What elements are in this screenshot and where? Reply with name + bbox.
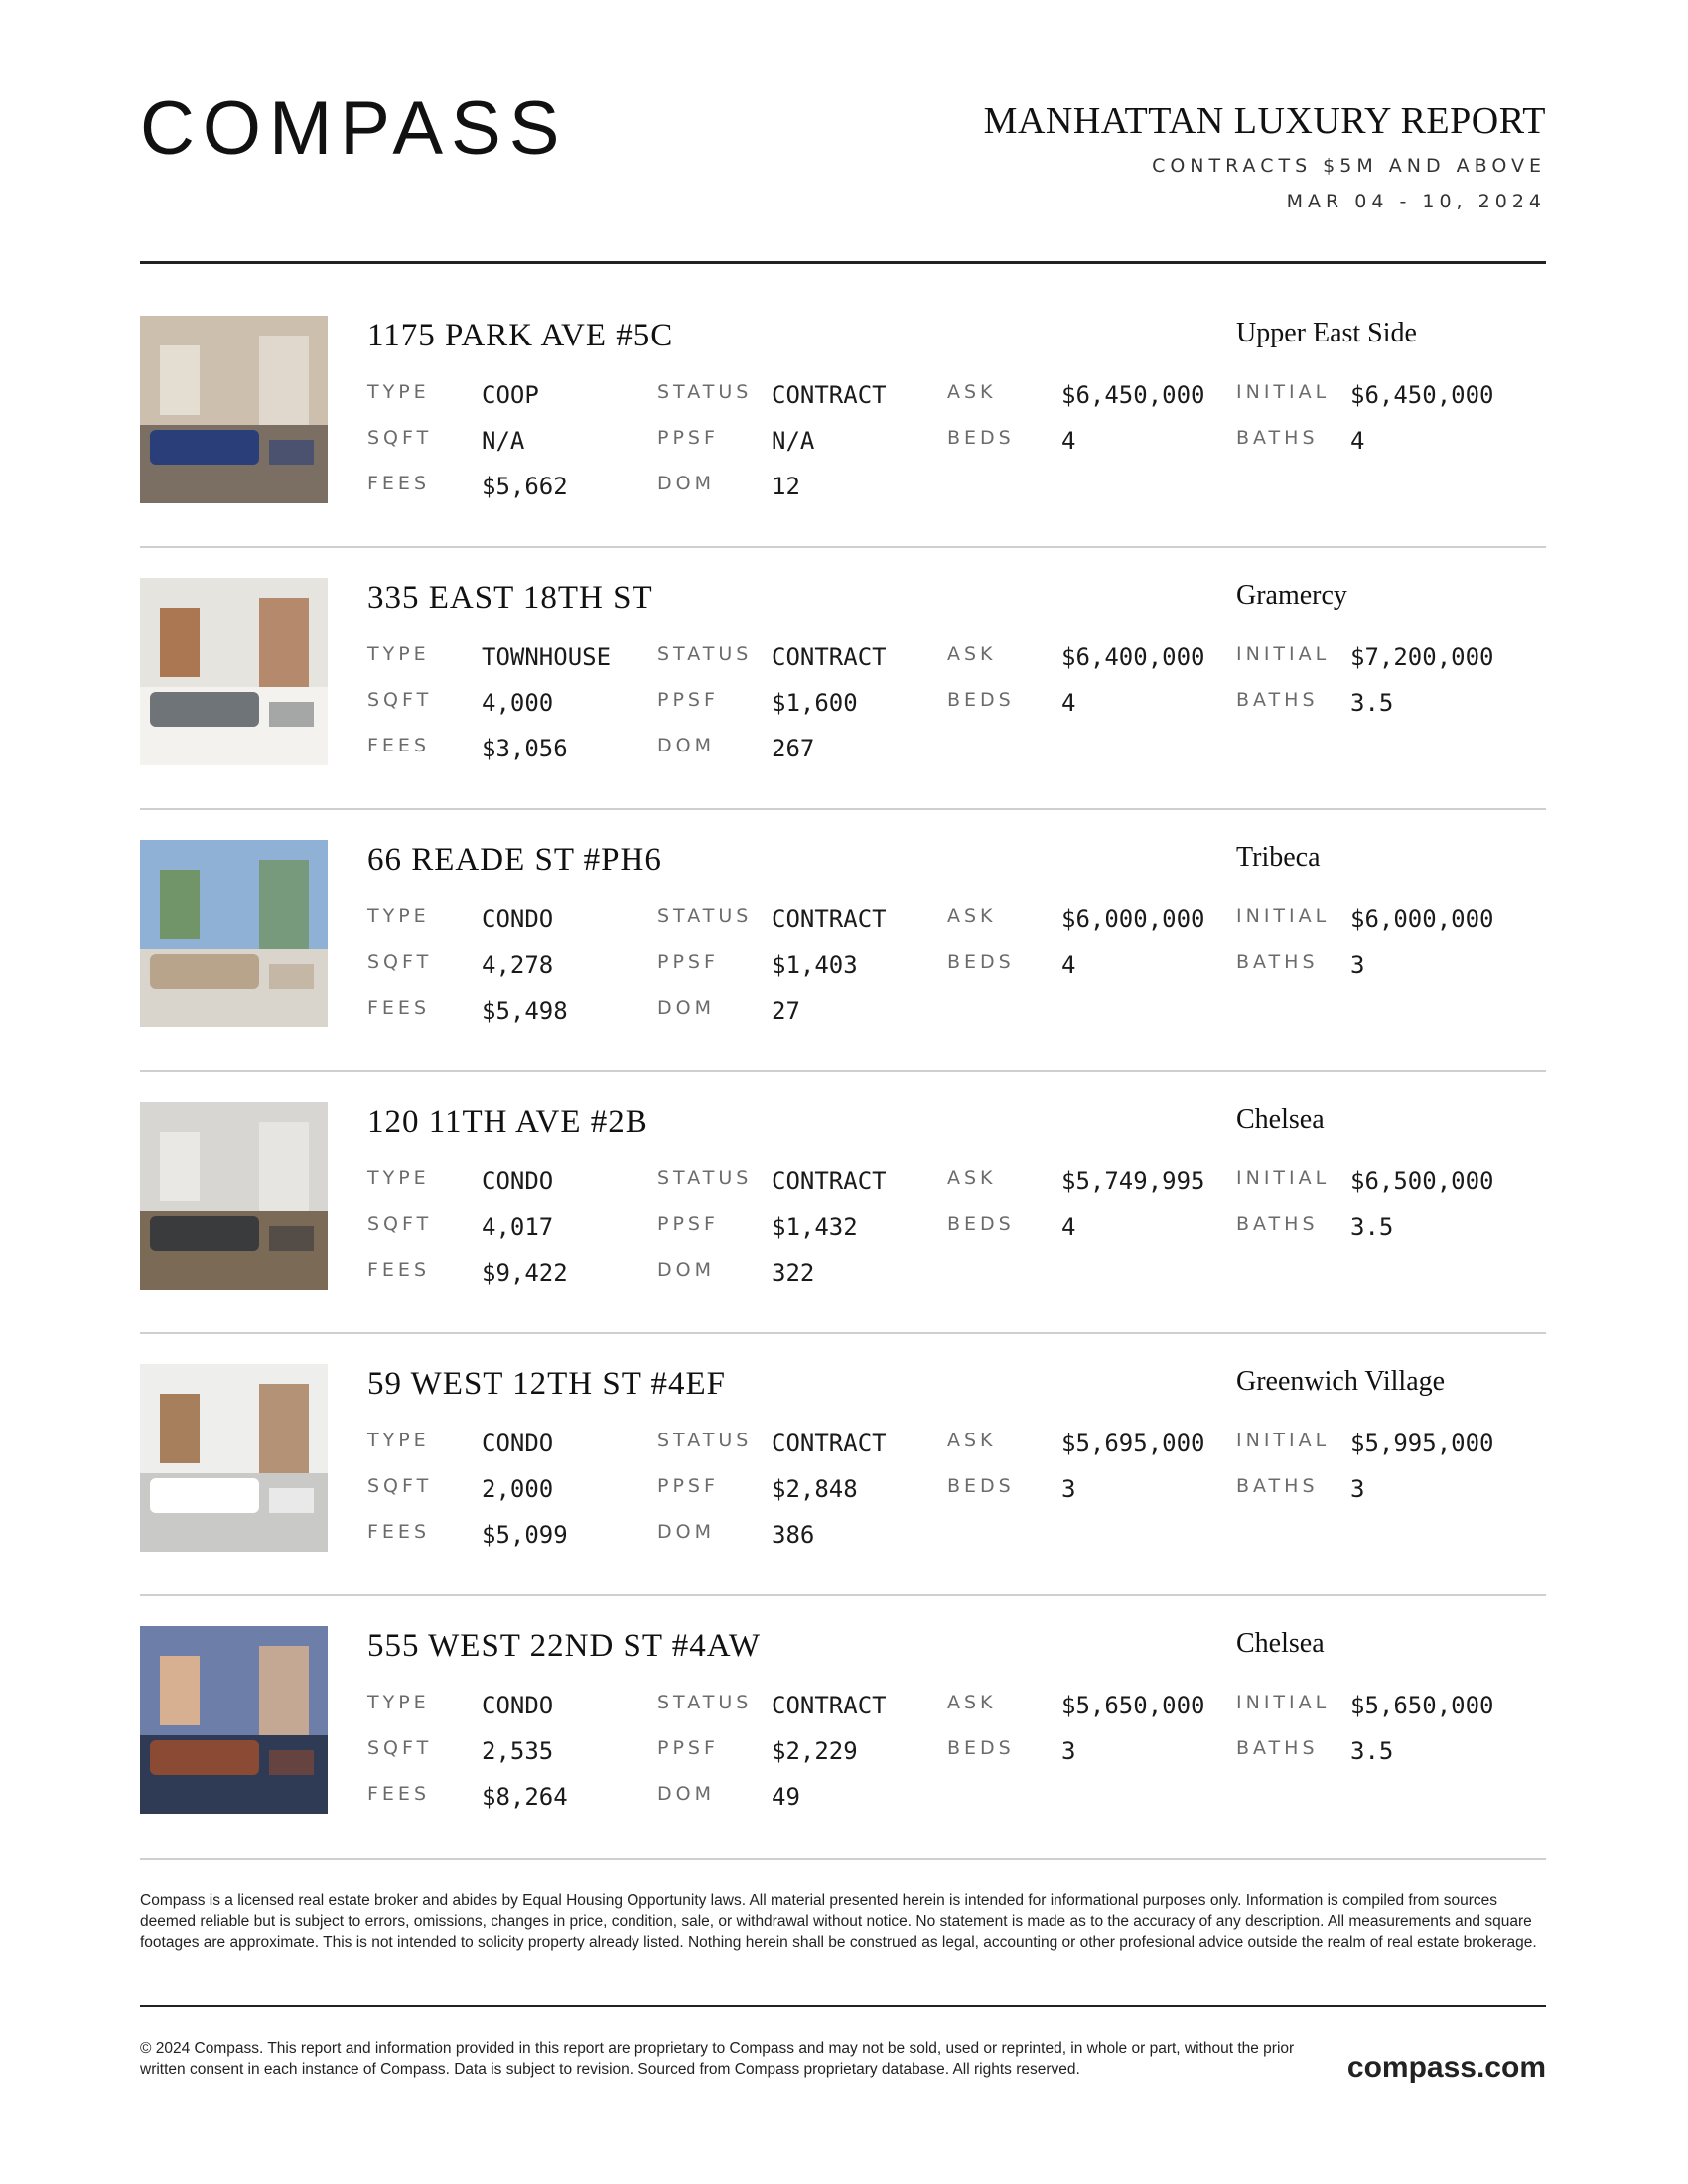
- listing-row: [140, 840, 1546, 1028]
- dom-value: 386: [772, 1521, 815, 1549]
- sqft-value: 2,535: [482, 1737, 554, 1765]
- listing-address: 120 11TH AVE #2B: [367, 1104, 648, 1140]
- fees-value: $3,056: [482, 735, 568, 762]
- listing-divider: [140, 1070, 1546, 1072]
- status-value: CONTRACT: [772, 1430, 887, 1457]
- beds-value: 3: [1061, 1737, 1076, 1765]
- ppsf-label: PPSF: [657, 1213, 719, 1235]
- sqft-value: 4,278: [482, 951, 554, 979]
- listing-row: [140, 1364, 1546, 1553]
- report-title: MANHATTAN LUXURY REPORT: [983, 100, 1546, 142]
- listing-row: [140, 1102, 1546, 1291]
- ppsf-label: PPSF: [657, 1737, 719, 1759]
- listing-address: 59 WEST 12TH ST #4EF: [367, 1366, 727, 1402]
- initial-label: INITIAL: [1236, 1167, 1331, 1189]
- ppsf-label: PPSF: [657, 689, 719, 711]
- ask-value: $6,000,000: [1061, 905, 1205, 933]
- disclaimer-text: Compass is a licensed real estate broker and abides by Equal Housing Opportunity laws. All material presented herein is intended for informational purposes only. Information is compiled from sources deemed reliable but is subject to errors, omissions, changes in price, condition, sale, or withdrawal without notice. No statement is made as to the accuracy of any description. All measurements and square footages are approximate. This is not intended to solicity property already listed. Nothing herein shall be construed as legal, accounting or other profesional advice outside the realm of real estate brokerage.: [140, 1892, 1537, 1951]
- initial-value: $5,650,000: [1350, 1692, 1494, 1719]
- beds-value: 4: [1061, 689, 1076, 717]
- fees-value: $8,264: [482, 1783, 568, 1811]
- fees-value: $5,498: [482, 997, 568, 1024]
- listings-bottom-divider: [140, 1858, 1546, 1860]
- listing-neighborhood: Chelsea: [1236, 1628, 1325, 1659]
- status-label: STATUS: [657, 905, 753, 927]
- ask-value: $5,695,000: [1061, 1430, 1205, 1457]
- status-value: CONTRACT: [772, 905, 887, 933]
- dom-label: DOM: [657, 735, 715, 756]
- type-label: TYPE: [367, 1167, 430, 1189]
- fees-value: $5,662: [482, 473, 568, 500]
- ask-label: ASK: [947, 1167, 997, 1189]
- baths-label: BATHS: [1236, 689, 1319, 711]
- ask-value: $6,450,000: [1061, 381, 1205, 409]
- fees-label: FEES: [367, 735, 430, 756]
- sqft-label: SQFT: [367, 1213, 433, 1235]
- beds-value: 4: [1061, 1213, 1076, 1241]
- ppsf-label: PPSF: [657, 1475, 719, 1497]
- dom-value: 12: [772, 473, 800, 500]
- ppsf-label: PPSF: [657, 951, 719, 973]
- baths-label: BATHS: [1236, 1475, 1319, 1497]
- beds-value: 4: [1061, 951, 1076, 979]
- initial-value: $6,500,000: [1350, 1167, 1494, 1195]
- type-value: COOP: [482, 381, 539, 409]
- initial-value: $5,995,000: [1350, 1430, 1494, 1457]
- type-value: CONDO: [482, 905, 554, 933]
- fees-label: FEES: [367, 1521, 430, 1543]
- baths-label: BATHS: [1236, 951, 1319, 973]
- baths-value: 3: [1350, 1475, 1365, 1503]
- fees-label: FEES: [367, 473, 430, 494]
- baths-value: 3.5: [1350, 1213, 1394, 1241]
- initial-label: INITIAL: [1236, 643, 1331, 665]
- type-label: TYPE: [367, 381, 430, 403]
- ask-value: $5,650,000: [1061, 1692, 1205, 1719]
- baths-label: BATHS: [1236, 1737, 1319, 1759]
- status-label: STATUS: [657, 1692, 753, 1713]
- compass-logo: COMPASS: [140, 86, 568, 171]
- listing-divider: [140, 1594, 1546, 1596]
- sqft-value: 4,017: [482, 1213, 554, 1241]
- baths-value: 3: [1350, 951, 1365, 979]
- listing-divider: [140, 808, 1546, 810]
- dom-label: DOM: [657, 1783, 715, 1805]
- listing-neighborhood: Tribeca: [1236, 842, 1321, 873]
- ask-label: ASK: [947, 1692, 997, 1713]
- ppsf-label: PPSF: [657, 427, 719, 449]
- listing-photo: [140, 578, 328, 765]
- initial-value: $6,000,000: [1350, 905, 1494, 933]
- compass-website-link[interactable]: compass.com: [1346, 2051, 1546, 2084]
- listing-address: 335 EAST 18TH ST: [367, 580, 653, 615]
- listing-photo: [140, 316, 328, 503]
- initial-label: INITIAL: [1236, 1692, 1331, 1713]
- ask-value: $5,749,995: [1061, 1167, 1205, 1195]
- beds-label: BEDS: [947, 1475, 1015, 1497]
- dom-value: 322: [772, 1259, 815, 1287]
- baths-label: BATHS: [1236, 427, 1319, 449]
- fees-label: FEES: [367, 1783, 430, 1805]
- status-label: STATUS: [657, 643, 753, 665]
- type-label: TYPE: [367, 643, 430, 665]
- status-label: STATUS: [657, 381, 753, 403]
- sqft-value: 4,000: [482, 689, 554, 717]
- ask-label: ASK: [947, 381, 997, 403]
- dom-label: DOM: [657, 473, 715, 494]
- baths-value: 4: [1350, 427, 1365, 455]
- dom-label: DOM: [657, 997, 715, 1019]
- listing-row: [140, 578, 1546, 766]
- listing-photo: [140, 840, 328, 1027]
- initial-label: INITIAL: [1236, 905, 1331, 927]
- status-label: STATUS: [657, 1430, 753, 1451]
- fees-value: $9,422: [482, 1259, 568, 1287]
- status-value: CONTRACT: [772, 1167, 887, 1195]
- beds-label: BEDS: [947, 689, 1015, 711]
- status-value: CONTRACT: [772, 1692, 887, 1719]
- initial-value: $6,450,000: [1350, 381, 1494, 409]
- listing-row: [140, 316, 1546, 504]
- listing-neighborhood: Upper East Side: [1236, 318, 1417, 348]
- initial-label: INITIAL: [1236, 381, 1331, 403]
- status-label: STATUS: [657, 1167, 753, 1189]
- beds-value: 3: [1061, 1475, 1076, 1503]
- report-date-range: MAR 04 - 10, 2024: [1286, 191, 1546, 212]
- sqft-label: SQFT: [367, 1475, 433, 1497]
- fees-label: FEES: [367, 1259, 430, 1281]
- beds-label: BEDS: [947, 427, 1015, 449]
- ppsf-value: $1,432: [772, 1213, 858, 1241]
- ppsf-value: $1,403: [772, 951, 858, 979]
- report-subtitle: CONTRACTS $5M AND ABOVE: [1152, 155, 1546, 177]
- ppsf-value: $2,229: [772, 1737, 858, 1765]
- initial-value: $7,200,000: [1350, 643, 1494, 671]
- status-value: CONTRACT: [772, 643, 887, 671]
- listing-divider: [140, 546, 1546, 548]
- dom-value: 49: [772, 1783, 800, 1811]
- sqft-label: SQFT: [367, 427, 433, 449]
- dom-label: DOM: [657, 1521, 715, 1543]
- listing-row: [140, 1626, 1546, 1815]
- status-value: CONTRACT: [772, 381, 887, 409]
- ppsf-value: N/A: [772, 427, 815, 455]
- fees-label: FEES: [367, 997, 430, 1019]
- sqft-label: SQFT: [367, 1737, 433, 1759]
- listing-address: 66 READE ST #PH6: [367, 842, 662, 878]
- baths-label: BATHS: [1236, 1213, 1319, 1235]
- footer-divider: [140, 2005, 1546, 2007]
- type-label: TYPE: [367, 905, 430, 927]
- listing-neighborhood: Greenwich Village: [1236, 1366, 1446, 1397]
- dom-value: 27: [772, 997, 800, 1024]
- fees-value: $5,099: [482, 1521, 568, 1549]
- header-divider: [140, 261, 1546, 264]
- beds-label: BEDS: [947, 951, 1015, 973]
- ask-label: ASK: [947, 1430, 997, 1451]
- listing-address: 1175 PARK AVE #5C: [367, 318, 674, 353]
- type-value: CONDO: [482, 1167, 554, 1195]
- listing-photo: [140, 1626, 328, 1814]
- listing-divider: [140, 1332, 1546, 1334]
- copyright-text: © 2024 Compass. This report and information provided in this report are proprietary to Compass and may not be sold, used or reprinted, in whole or part, without the prior written consent in each instance of Compass. Data is subject to revision. Sourced from Compass proprietary database. All rights reserved.: [140, 2040, 1295, 2078]
- ppsf-value: $1,600: [772, 689, 858, 717]
- listing-neighborhood: Gramercy: [1236, 580, 1347, 611]
- ask-label: ASK: [947, 643, 997, 665]
- type-label: TYPE: [367, 1430, 430, 1451]
- beds-value: 4: [1061, 427, 1076, 455]
- ask-label: ASK: [947, 905, 997, 927]
- type-value: TOWNHOUSE: [482, 643, 612, 671]
- ppsf-value: $2,848: [772, 1475, 858, 1503]
- ask-value: $6,400,000: [1061, 643, 1205, 671]
- listing-neighborhood: Chelsea: [1236, 1104, 1325, 1135]
- sqft-value: N/A: [482, 427, 525, 455]
- sqft-label: SQFT: [367, 689, 433, 711]
- baths-value: 3.5: [1350, 689, 1394, 717]
- baths-value: 3.5: [1350, 1737, 1394, 1765]
- listing-address: 555 WEST 22ND ST #4AW: [367, 1628, 762, 1664]
- beds-label: BEDS: [947, 1213, 1015, 1235]
- dom-value: 267: [772, 735, 815, 762]
- initial-label: INITIAL: [1236, 1430, 1331, 1451]
- type-value: CONDO: [482, 1430, 554, 1457]
- sqft-value: 2,000: [482, 1475, 554, 1503]
- listing-photo: [140, 1364, 328, 1552]
- dom-label: DOM: [657, 1259, 715, 1281]
- listing-photo: [140, 1102, 328, 1290]
- type-label: TYPE: [367, 1692, 430, 1713]
- sqft-label: SQFT: [367, 951, 433, 973]
- type-value: CONDO: [482, 1692, 554, 1719]
- beds-label: BEDS: [947, 1737, 1015, 1759]
